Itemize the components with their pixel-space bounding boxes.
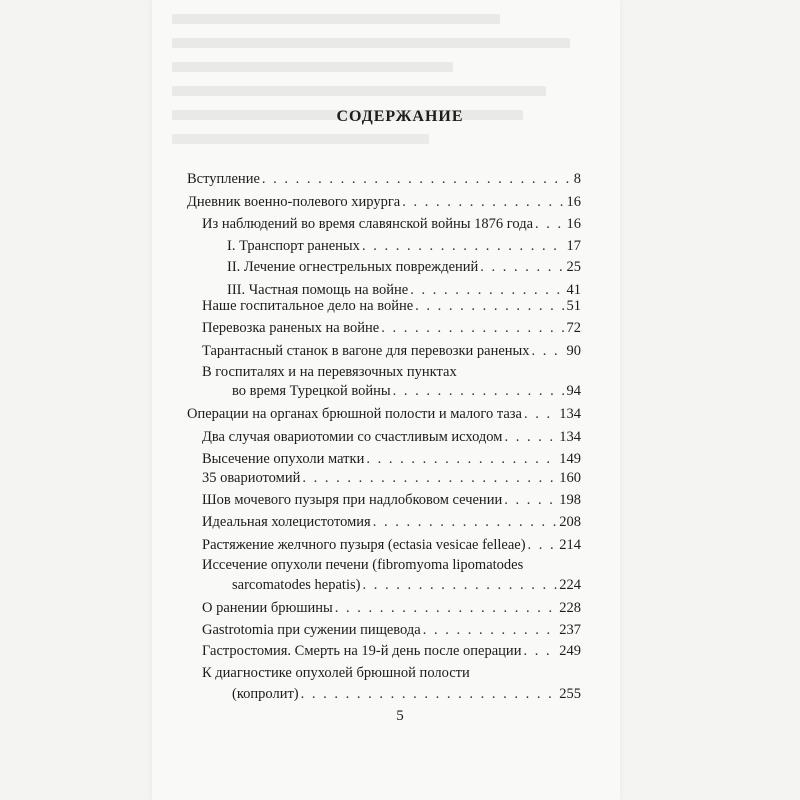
toc-entry-title: 35 овариотомий xyxy=(202,470,301,486)
toc-entry[interactable] xyxy=(232,382,581,400)
toc-entry-title: Вступление xyxy=(187,171,260,187)
toc-entry-title: О ранении брюшины xyxy=(202,600,333,616)
toc-entry[interactable] xyxy=(202,297,581,315)
leader-dots xyxy=(366,450,557,468)
toc-entry-title: I. Транспорт раненых xyxy=(227,238,360,254)
toc-entry-page: 41 xyxy=(566,282,581,298)
toc-entry[interactable] xyxy=(232,685,581,703)
toc-entry-title: Шов мочевого пузыря при надлобковом сечении xyxy=(202,492,503,508)
leader-dots xyxy=(524,405,557,423)
toc-entry-page: 8 xyxy=(573,171,581,187)
leader-dots xyxy=(381,319,564,337)
toc-entry-title: Растяжение желчного пузыря (ectasia vesicae felleae) xyxy=(202,537,526,553)
toc-entry-title: Гастростомия. Смерть на 19-й день после операции xyxy=(202,643,522,659)
toc-entry[interactable] xyxy=(187,193,581,211)
toc-entry-page: 17 xyxy=(566,238,581,254)
leader-dots xyxy=(535,215,564,233)
toc-entry-title: Перевозка раненых на войне xyxy=(202,320,380,336)
toc-entry-title-line1: Иссечение опухоли печени (fibromyoma lipomatodes xyxy=(202,557,524,573)
leader-dots xyxy=(504,428,557,446)
leader-dots xyxy=(415,297,564,315)
toc-entry-title: Дневник военно-полевого хирурга xyxy=(187,194,401,210)
toc-entry[interactable] xyxy=(227,258,581,276)
leader-dots xyxy=(504,491,557,509)
toc-entry-page: 214 xyxy=(559,537,581,553)
leader-dots xyxy=(262,170,572,188)
toc-entry-page: 149 xyxy=(559,451,581,467)
toc-entry[interactable] xyxy=(202,513,581,531)
toc-entry[interactable] xyxy=(202,536,581,554)
toc-entry-page: 134 xyxy=(559,429,581,445)
toc-entry-page: 160 xyxy=(559,470,581,486)
leader-dots xyxy=(423,621,558,639)
toc-heading: СОДЕРЖАНИЕ xyxy=(336,108,464,125)
leader-dots xyxy=(302,469,557,487)
toc-entry-title: III. Частная помощь на войне xyxy=(227,282,409,298)
leader-dots xyxy=(373,513,558,531)
toc-entry-page: 51 xyxy=(566,298,581,314)
toc-entry[interactable] xyxy=(187,405,581,423)
toc-entry-page: 224 xyxy=(559,577,581,593)
toc-entry-page: 25 xyxy=(566,259,581,275)
toc-entry-title: Gastrotomia при сужении пищевода xyxy=(202,622,421,638)
toc-entry-page: 90 xyxy=(566,343,581,359)
toc-entry-page: 255 xyxy=(559,686,581,702)
toc-entry[interactable] xyxy=(202,342,581,360)
toc-entry-title: во время Турецкой войны xyxy=(232,383,391,399)
toc-entry-title: Два случая овариотомии со счастливым исходом xyxy=(202,429,503,445)
toc-entry[interactable] xyxy=(232,576,581,594)
toc-entry-page: 16 xyxy=(566,194,581,210)
leader-dots xyxy=(402,193,564,211)
toc-entry-title: Наше госпитальное дело на войне xyxy=(202,298,414,314)
leader-dots xyxy=(362,237,565,255)
toc-entry[interactable] xyxy=(202,469,581,487)
toc-entry-page: 237 xyxy=(559,622,581,638)
toc-entry[interactable] xyxy=(187,170,581,188)
leader-dots xyxy=(393,382,565,400)
toc-entry-title-line1: В госпиталях и на перевязочных пунктах xyxy=(202,364,457,380)
toc-entry[interactable] xyxy=(202,599,581,617)
toc-entry[interactable] xyxy=(202,319,581,337)
toc-entry[interactable] xyxy=(202,215,581,233)
leader-dots xyxy=(532,342,565,360)
toc-entry-page: 94 xyxy=(566,383,581,399)
toc-entry-page: 16 xyxy=(566,216,581,232)
leader-dots xyxy=(480,258,564,276)
toc-entry[interactable] xyxy=(202,642,581,660)
leader-dots xyxy=(335,599,557,617)
toc-entry[interactable] xyxy=(202,621,581,639)
leader-dots xyxy=(362,576,557,594)
toc-entry-page: 208 xyxy=(559,514,581,530)
toc-entry[interactable] xyxy=(202,428,581,446)
toc-entry-title: sarcomatodes hepatis) xyxy=(232,577,361,593)
toc-entry-page: 249 xyxy=(559,643,581,659)
toc-entry[interactable] xyxy=(202,450,581,468)
toc-entry-page: 228 xyxy=(559,600,581,616)
leader-dots xyxy=(523,642,557,660)
toc-entry-title: II. Лечение огнестрельных повреждений xyxy=(227,259,479,275)
toc-entry-page: 198 xyxy=(559,492,581,508)
toc-entry-page: 134 xyxy=(559,406,581,422)
toc-entry-title: (копролит) xyxy=(232,686,299,702)
toc-entry-title: Тарантасный станок в вагоне для перевозки раненых xyxy=(202,343,530,359)
toc-entry[interactable] xyxy=(227,237,581,255)
toc-entry-title: Высечение опухоли матки xyxy=(202,451,365,467)
toc-entry-title-line1: К диагностике опухолей брюшной полости xyxy=(202,665,470,681)
leader-dots xyxy=(528,536,558,554)
toc-entry-title: Из наблюдений во время славянской войны 1876 года xyxy=(202,216,534,232)
toc-entry-title: Операции на органах брюшной полости и малого таза xyxy=(187,406,522,422)
leader-dots xyxy=(301,685,558,703)
toc-entry[interactable] xyxy=(202,491,581,509)
toc-entry-page: 72 xyxy=(566,320,581,336)
page-number: 5 xyxy=(396,708,404,724)
toc-entry-title: Идеальная холецистотомия xyxy=(202,514,371,530)
